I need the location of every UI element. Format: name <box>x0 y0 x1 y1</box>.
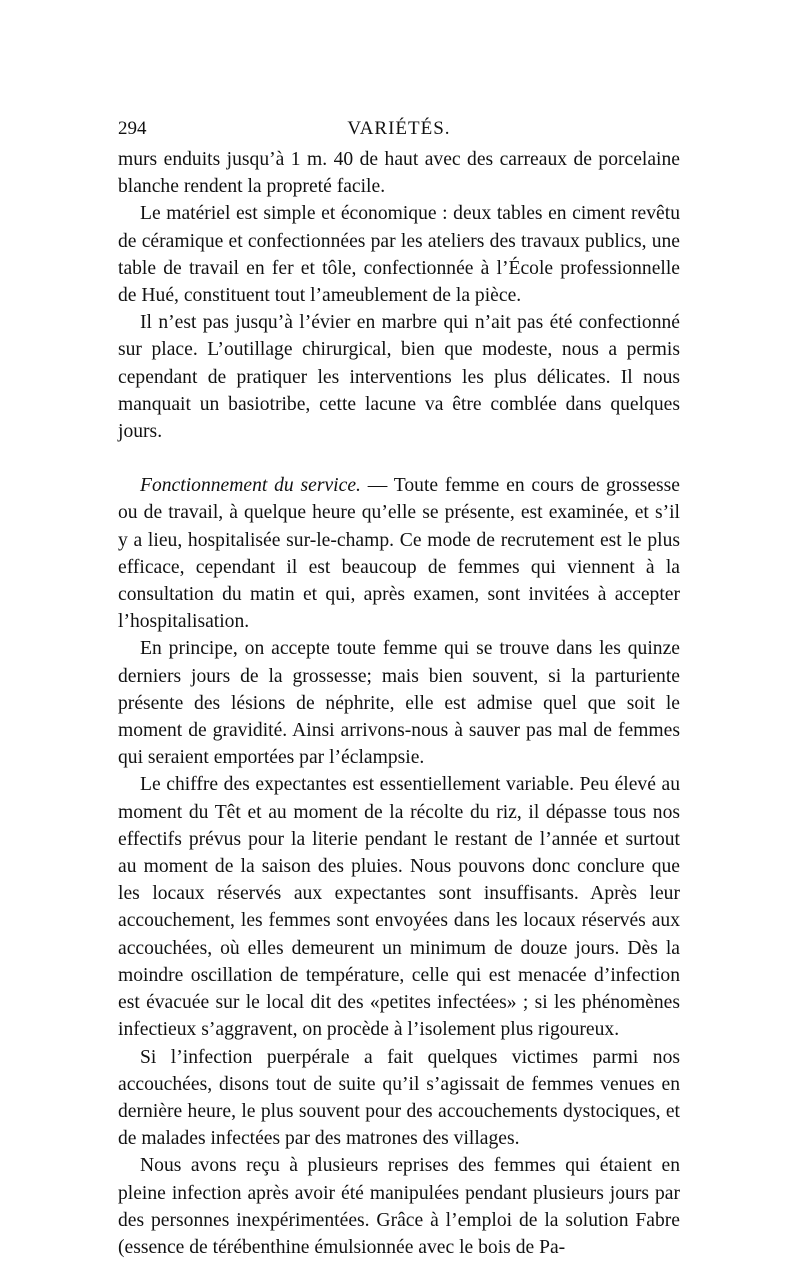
paragraph-materiel: Le matériel est simple et économique : deux tables en ciment revêtu de céramique et confectionnées par les ateliers des travaux publics, une table de travail en fer et tôle, confectionnée à l’École professionnelle de Hué, constituent tout l’ameublement de la pièce. <box>118 203 680 307</box>
running-title: VARIÉTÉS. <box>347 118 451 139</box>
paragraph-principe: En principe, on accepte toute femme qui se trouve dans les quinze derniers jours de la grossesse; mais bien souvent, si la parturiente présente des lésions de néphrite, elle est admise quel que soit le moment de gravidité. Ainsi arrivons-nous à sauver pas mal de femmes qui seraient emportées par l’éclampsie. <box>118 638 680 769</box>
section-title: Fonctionnement du service. <box>140 475 361 497</box>
page-number: 294 <box>118 118 147 139</box>
paragraph-expectantes: Le chiffre des expectantes est essentiellement variable. Peu élevé au moment du Têt et au moment de la récolte du riz, il dépasse tous nos effectifs prévus pour la literie pendant le restant de l’année et surtout au moment de la saison des pluies. Nous pouvons donc conclure que les locaux réservés aux expectantes sont insuffisants. Après leur accouchement, les femmes sont envoyées dans les locaux réservés aux accouchées, où elles demeurent un minimum de douze jours. Dès la moindre oscillation de température, celle qui est menacée d’infection est évacuée sur le local dit des «petites infectées» ; si les phénomènes infectieux s’aggravent, on procède à l’isolement plus rigoureux. <box>118 774 680 1041</box>
paragraph-fonctionnement <box>118 472 680 635</box>
paragraph-reprises: Nous avons reçu à plusieurs reprises des femmes qui étaient en pleine infection après avoir été manipulées pendant plusieurs jours par des personnes inexpérimentées. Grâce à l’emploi de la solution Fabre (essence de térébenthine émulsionnée avec le bois de Pa- <box>118 1155 680 1258</box>
paragraph-evier: Il n’est pas jusqu’à l’évier en marbre qui n’ait pas été confectionné sur place. L’outillage chirurgical, bien que modeste, nous a permis cependant de pratiquer les interventions les plus délicates. Il nous manquait un basiotribe, cette lacune va être comblée dans quelques jours. <box>118 312 680 443</box>
body-text <box>118 146 680 1261</box>
section-dash: — <box>360 475 394 497</box>
paragraph-fonctionnement-text: Toute femme en cours de grossesse ou de travail, à quelque heure qu’elle se présente, est examinée, et s’il y a lieu, hospitalisée sur-le-champ. Ce mode de recrutement est le plus efficace, cependant il est beaucoup de femmes qui viennent à la consultation du matin et qui, après examen, sont invitées à accepter l’hospitalisation. <box>118 475 680 633</box>
paragraph-infection: Si l’infection puerpérale a fait quelques victimes parmi nos accouchées, disons tout de suite qu’il s’agissait de femmes venues en dernière heure, le plus souvent pour des accouchements dystociques, et de malades infectées par des matrones des villages. <box>118 1046 680 1150</box>
paragraph-continued: murs enduits jusqu’à 1 m. 40 de haut avec des carreaux de porcelaine blanche rendent la propreté facile. <box>118 149 680 198</box>
book-page <box>118 112 680 1261</box>
running-head <box>118 112 680 146</box>
